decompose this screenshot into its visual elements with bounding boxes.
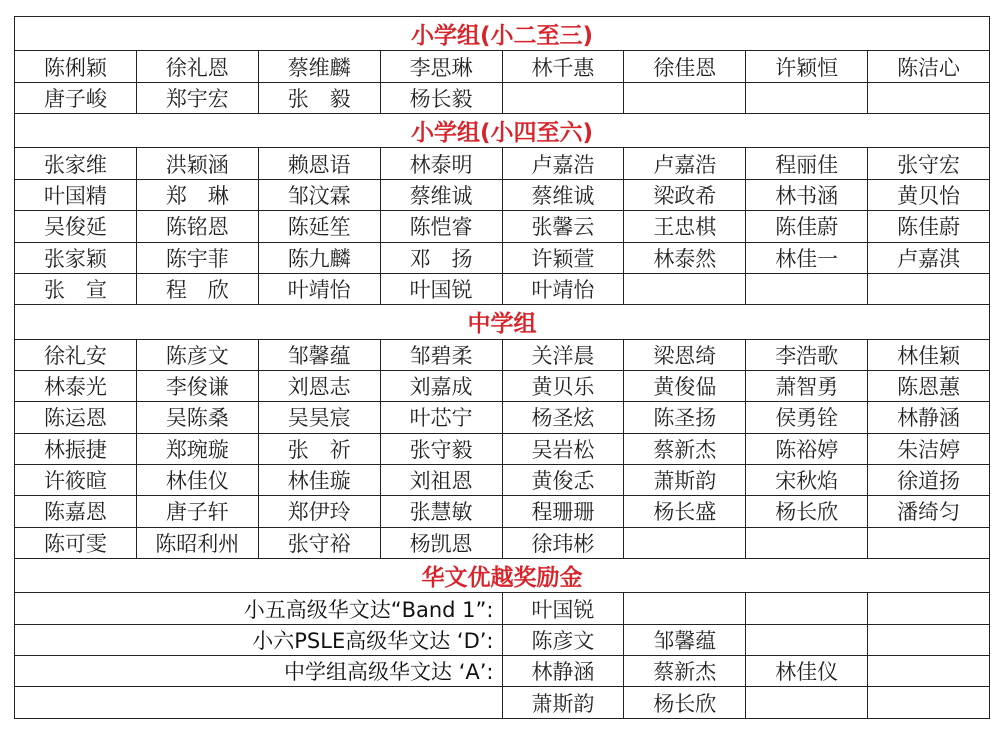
name-cell: 黄贝怡 (868, 179, 990, 210)
name-cell (868, 82, 990, 113)
name-cell: 程珊珊 (502, 496, 624, 527)
name-cell: 宋秋焰 (746, 464, 868, 495)
name-cell: 吴岩松 (502, 433, 624, 464)
name-cell: 徐道扬 (868, 464, 990, 495)
name-cell: 邓 扬 (380, 242, 502, 273)
name-cell (868, 624, 990, 655)
name-cell (624, 527, 746, 558)
name-cell: 张馨云 (502, 211, 624, 242)
section-title-secondary: 中学组 (15, 305, 990, 339)
award-row (15, 593, 990, 624)
name-cell: 李俊谦 (136, 370, 258, 401)
name-cell: 陈俐颖 (15, 51, 137, 82)
award-row (15, 624, 990, 655)
name-cell: 黄俊忎 (502, 464, 624, 495)
table-row (15, 148, 990, 179)
name-cell: 蔡维麟 (258, 51, 380, 82)
name-cell: 许颖恒 (746, 51, 868, 82)
table-row (15, 179, 990, 210)
table-row (15, 496, 990, 527)
name-cell (746, 593, 868, 624)
name-cell: 张家维 (15, 148, 137, 179)
name-cell: 叶国锐 (502, 593, 624, 624)
table-row (15, 211, 990, 242)
name-cell: 萧斯韵 (624, 464, 746, 495)
name-cell: 徐佳恩 (624, 51, 746, 82)
name-cell: 郑琬璇 (136, 433, 258, 464)
name-cell: 萧斯韵 (502, 687, 624, 719)
section-title-primary-upper: 小学组(小四至六) (15, 114, 990, 148)
table-row (15, 370, 990, 401)
award-label: 小六PSLE高级华文达 ‘D’: (15, 624, 503, 655)
name-cell: 郑伊玲 (258, 496, 380, 527)
section-title-awards: 华文优越奖励金 (15, 558, 990, 592)
name-cell: 李思琳 (380, 51, 502, 82)
name-cell: 徐礼安 (15, 339, 137, 370)
name-cell: 陈裕婷 (746, 433, 868, 464)
name-cell: 林振捷 (15, 433, 137, 464)
section-title-primary-lower: 小学组(小二至三) (15, 17, 990, 51)
name-cell (746, 624, 868, 655)
name-cell (746, 527, 868, 558)
name-cell: 林泰光 (15, 370, 137, 401)
name-cell (746, 687, 868, 719)
name-cell (624, 82, 746, 113)
name-cell (868, 593, 990, 624)
name-cell (868, 687, 990, 719)
name-cell: 朱洁婷 (868, 433, 990, 464)
name-cell: 唐子轩 (136, 496, 258, 527)
name-cell: 陈彦文 (502, 624, 624, 655)
name-cell: 叶靖怡 (502, 273, 624, 304)
name-cell: 许颖萱 (502, 242, 624, 273)
name-cell: 蔡新杰 (624, 656, 746, 687)
name-cell: 林佳颖 (868, 339, 990, 370)
award-row (15, 656, 990, 687)
name-cell: 程丽佳 (746, 148, 868, 179)
name-cell: 张 宣 (15, 273, 137, 304)
name-cell: 吴陈桑 (136, 402, 258, 433)
name-cell: 刘祖恩 (380, 464, 502, 495)
table-row (15, 402, 990, 433)
name-cell: 林佳璇 (258, 464, 380, 495)
name-cell: 陈嘉恩 (15, 496, 137, 527)
name-cell: 叶国精 (15, 179, 137, 210)
name-cell: 陈铭恩 (136, 211, 258, 242)
name-cell: 邹馨蕴 (258, 339, 380, 370)
name-cell: 侯勇铨 (746, 402, 868, 433)
name-cell (624, 273, 746, 304)
name-cell (868, 656, 990, 687)
name-cell: 杨凯恩 (380, 527, 502, 558)
award-list-table (14, 16, 990, 719)
name-cell: 杨长毅 (380, 82, 502, 113)
name-cell: 叶国锐 (380, 273, 502, 304)
name-cell: 林佳仪 (746, 656, 868, 687)
name-cell: 张 祈 (258, 433, 380, 464)
table-row (15, 51, 990, 82)
name-cell: 林千惠 (502, 51, 624, 82)
name-cell: 潘绮匀 (868, 496, 990, 527)
name-cell: 陈洁心 (868, 51, 990, 82)
name-cell: 杨长欣 (624, 687, 746, 719)
name-cell: 郑 琳 (136, 179, 258, 210)
name-cell (746, 82, 868, 113)
name-cell (746, 273, 868, 304)
name-cell: 蔡新杰 (624, 433, 746, 464)
name-cell: 刘恩志 (258, 370, 380, 401)
name-cell: 王忠棋 (624, 211, 746, 242)
name-cell: 林泰然 (624, 242, 746, 273)
name-cell: 程 欣 (136, 273, 258, 304)
name-cell: 李浩歌 (746, 339, 868, 370)
name-cell: 陈延笙 (258, 211, 380, 242)
name-cell: 陈运恩 (15, 402, 137, 433)
award-row (15, 687, 990, 719)
name-cell: 黄俊偘 (624, 370, 746, 401)
name-cell: 吴昊宸 (258, 402, 380, 433)
name-cell: 陈宇菲 (136, 242, 258, 273)
name-cell: 蔡维诚 (502, 179, 624, 210)
award-label: 中学组高级华文达 ‘A’: (15, 656, 503, 687)
name-cell: 许筱暄 (15, 464, 137, 495)
name-cell: 张 毅 (258, 82, 380, 113)
name-cell: 杨长盛 (624, 496, 746, 527)
name-cell: 黄贝乐 (502, 370, 624, 401)
name-cell: 林佳仪 (136, 464, 258, 495)
name-cell: 林书涵 (746, 179, 868, 210)
name-cell: 邹碧柔 (380, 339, 502, 370)
name-cell (868, 527, 990, 558)
name-cell: 杨圣炫 (502, 402, 624, 433)
name-cell: 陈恺睿 (380, 211, 502, 242)
name-cell: 邹汶霖 (258, 179, 380, 210)
name-cell: 陈九麟 (258, 242, 380, 273)
name-cell: 卢嘉浩 (502, 148, 624, 179)
name-cell: 陈可雯 (15, 527, 137, 558)
name-cell: 张慧敏 (380, 496, 502, 527)
name-cell: 洪颖涵 (136, 148, 258, 179)
name-cell: 徐玮彬 (502, 527, 624, 558)
name-cell: 梁政希 (624, 179, 746, 210)
name-cell: 陈圣扬 (624, 402, 746, 433)
name-cell: 林静涵 (868, 402, 990, 433)
name-cell: 陈昭利州 (136, 527, 258, 558)
table-row (15, 464, 990, 495)
name-cell: 蔡维诚 (380, 179, 502, 210)
name-cell: 赖恩语 (258, 148, 380, 179)
table-row (15, 527, 990, 558)
name-cell (868, 273, 990, 304)
table-row (15, 273, 990, 304)
name-cell: 张守毅 (380, 433, 502, 464)
name-cell: 张守宏 (868, 148, 990, 179)
table-row (15, 242, 990, 273)
name-cell: 陈佳蔚 (746, 211, 868, 242)
name-cell: 邹馨蕴 (624, 624, 746, 655)
name-cell: 张家颖 (15, 242, 137, 273)
name-cell: 陈佳蔚 (868, 211, 990, 242)
table-row (15, 339, 990, 370)
name-cell: 吴俊延 (15, 211, 137, 242)
name-cell: 杨长欣 (746, 496, 868, 527)
name-cell: 唐子峻 (15, 82, 137, 113)
name-cell: 梁恩绮 (624, 339, 746, 370)
name-cell: 叶靖怡 (258, 273, 380, 304)
name-cell: 卢嘉淇 (868, 242, 990, 273)
name-cell: 陈恩蕙 (868, 370, 990, 401)
name-cell: 林静涵 (502, 656, 624, 687)
name-cell: 郑宇宏 (136, 82, 258, 113)
name-cell: 陈彦文 (136, 339, 258, 370)
name-cell: 张守裕 (258, 527, 380, 558)
name-cell: 关洋晨 (502, 339, 624, 370)
name-cell: 林佳一 (746, 242, 868, 273)
name-cell (502, 82, 624, 113)
name-cell: 徐礼恩 (136, 51, 258, 82)
award-label: 小五高级华文达“Band 1”: (15, 593, 503, 624)
table-row (15, 433, 990, 464)
name-cell: 萧智勇 (746, 370, 868, 401)
name-cell (624, 593, 746, 624)
name-cell: 卢嘉浩 (624, 148, 746, 179)
name-cell: 刘嘉成 (380, 370, 502, 401)
name-cell: 叶芯宁 (380, 402, 502, 433)
award-label (15, 687, 503, 719)
table-row (15, 82, 990, 113)
name-cell: 林泰明 (380, 148, 502, 179)
